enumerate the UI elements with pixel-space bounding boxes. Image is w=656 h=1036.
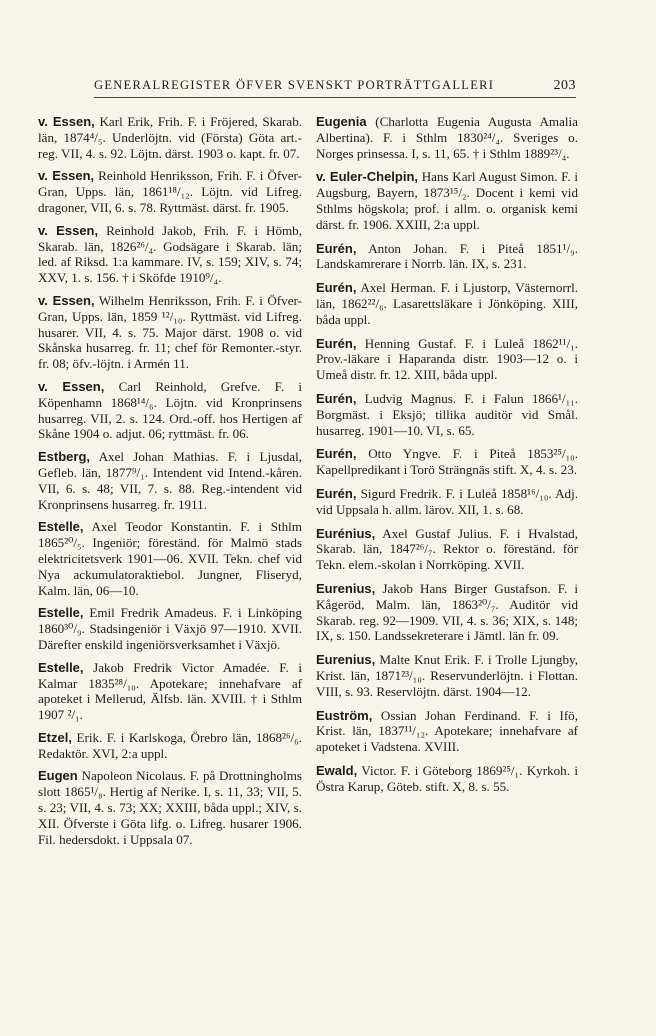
entry-text: Axel Johan Mathias. F. i Ljusdal, Gefleb. län, 1877⁹/₁. Intendent vid Intend.-kåren. VII, 6. s. 48; VII, 7. s. 88. Reg.-intendent vid Kronprinsens husarreg. fr. 1911. <box>38 449 302 512</box>
entry-name: Ewald, <box>316 762 358 778</box>
entry-text: Victor. F. i Göteborg 1869²⁵/₁. Kyrkoh. i Östra Karup, Göteb. stift. X, 8. s. 55. <box>316 762 578 794</box>
page-number: 203 <box>553 78 576 93</box>
entry-name: Eurén, <box>316 446 357 462</box>
entry-name: v. Euler-Chelpin, <box>316 169 419 185</box>
entry-text: Sigurd Fredrik. F. i Luleå 1858¹⁶/₁₀. Adj. vid Uppsala h. allm. lärov. XII, 1. s. 68. <box>316 485 578 517</box>
entry-name: Eurenius, <box>316 652 376 668</box>
entry-name: v. Essen, <box>38 114 95 129</box>
entry-text: Ossian Johan Ferdinand. F. i Ifö, Krist. län, 1837¹¹/₁₂. Apotekare; innehafvare af apoteket i Vadstena. XVIII. <box>316 707 579 755</box>
entry-name: Eugen <box>38 768 78 784</box>
entry-name: v. Essen, <box>38 222 99 238</box>
register-entry <box>316 169 578 232</box>
entry-text: Axel Herman. F. i Ljustorp, Västernorrl. län, 1862²²/₆. Lasarettsläkare i Jönköping. XIII, båda uppl. <box>316 280 578 327</box>
entry-text: Malte Knut Erik. F. i Trolle Ljungby, Krist. län, 1871²³/₁₀. Reservunderlöjtn. i Flottan. VIII, s. 93. Reservlöjtn. därst. 1904—12. <box>316 652 578 699</box>
entry-name: Euström, <box>316 707 373 723</box>
register-entry <box>38 168 302 215</box>
register-entry <box>38 223 302 286</box>
entry-text: Jakob Fredrik Victor Amadée. F. i Kalmar 1835²⁸/₁₀. Apotekare; innehafvare af apoteket i Mellerud, Älfsb. län. XVIII. † i Sthlm 1907 ²/₁. <box>38 659 302 723</box>
entry-text: Anton Johan. F. i Piteå 1851¹/₉. Landskamrerare i Norrb. län. IX, s. 231. <box>316 240 578 272</box>
register-entry <box>316 763 578 795</box>
left-column <box>38 114 302 854</box>
entry-text: Reinhold Jakob, Frih. F. i Hömb, Skarab. län, 1826²⁶/₄. Godsägare i Skarab. län; led. af Riksd. 1:a kammare. IV, s. 159; XIV, s. 74; XXV, 1. s. 156. † i Sköfde 1910⁹/₄. <box>38 222 302 286</box>
register-entry <box>316 652 578 699</box>
register-entry <box>316 336 578 383</box>
entry-name: v. Essen, <box>38 168 95 184</box>
entry-text: Napoleon Nicolaus. F. på Drottningholms slott 1865¹/₈. Hertig af Nerike. I, s. 11, 33; VII, 5. s. 23; VII, 4. s. 73; XX; XXIII, båda uppl.; XIV, s. XII. Öfverste i Göta lifg. o. Lifreg. husarer 1906. Fil. hedersdokt. i Uppsala 07. <box>38 768 302 847</box>
entry-text: Axel Teodor Konstantin. F. i Sthlm 1865²⁰/₅. Ingeniör; föreständ. för Malmö stads elektricitetsverk 1901—06. XVII. Tekn. chef vid Nya ackumulatoraktiebol. Jungner, Fliseryd, Kalm. län, 06—10. <box>38 519 302 598</box>
register-entry <box>316 708 578 755</box>
register-entry <box>38 730 302 762</box>
register-entry <box>38 379 302 442</box>
entry-text: Karl Erik, Frih. F. i Fröjered, Skarab. län, 1874⁴/₅. Underlöjtn. vid (Första) Göta art.-reg. VII, 4. s. 92. Löjtn. därst. 1903 o. kapt. fr. 07. <box>38 114 303 161</box>
entry-text: Otto Yngve. F. i Piteå 1853²⁵/₁₀. Kapellpredikant i Torö Strängnäs stift. X, 4. s. 23. <box>316 446 578 478</box>
header-rule <box>94 97 576 98</box>
register-entry <box>316 280 578 327</box>
register-entry <box>38 768 302 847</box>
entry-text: Emil Fredrik Amadeus. F. i Linköping 1860³⁰/₉. Stadsingeniör i Växjö 97—1910. XVII. Därefter enskild ingeniörsverksamhet i Växjö. <box>38 605 302 652</box>
entry-name: Eurén, <box>316 485 357 501</box>
entry-text: Ludvig Magnus. F. i Falun 1866¹/₁₁. Borgmäst. i Eksjö; tillika auditör vid Smål. husarreg. 1901—10. VI, s. 65. <box>316 390 578 438</box>
register-entry <box>38 114 302 161</box>
entry-text: Reinhold Henriksson, Frih. F. i Öfver-Gran, Upps. län, 1861¹⁸/₁₂. Löjtn. vid Lifreg. dragoner, VII, 6. s. 78. Ryttmäst. därst. fr. 1905. <box>38 168 302 215</box>
entry-name: Estelle, <box>38 659 84 675</box>
register-entry <box>38 293 302 372</box>
register-entry <box>316 581 578 644</box>
register-entry <box>38 660 302 723</box>
entry-text: Axel Gustaf Julius. F. i Hvalstad, Skarab. län, 1847²⁶/₇. Rektor o. föreständ. för Tekn. elem.-skolan i Norrköping. XVII. <box>316 525 578 573</box>
entry-text: Carl Reinhold, Grefve. F. i Köpenhamn 1868¹⁴/₆. Löjtn. vid Kronprinsens husarreg. VII, 2. s. 124. Ord.-off. hos Hertigen af Skåne 1904 o. adjut. 06; ryttmäst. fr. 06. <box>38 378 302 442</box>
register-entry <box>316 114 578 161</box>
entry-name: Etzel, <box>38 729 72 745</box>
entry-name: Eugenia <box>316 114 367 129</box>
entry-name: Eurénius, <box>316 525 376 541</box>
header-title: GENERALREGISTER ÖFVER SVENSKT PORTRÄTTGALLERI <box>94 78 495 92</box>
register-entry <box>38 449 302 512</box>
entry-name: Eurén, <box>316 335 357 351</box>
entry-name: Eurén, <box>316 240 357 256</box>
entry-name: Estberg, <box>38 449 91 465</box>
entry-text: (Charlotta Eugenia Augusta Amalia Albertina). F. i Sthlm 1830²⁴/₄. Sveriges o. Norges prinsessa. I, s. 11, 65. † i Sthlm 1889²³/₄. <box>316 114 578 161</box>
entry-name: Eurén, <box>316 280 357 296</box>
register-entry <box>316 446 578 478</box>
entry-name: Estelle, <box>38 605 84 621</box>
register-entry <box>316 391 578 438</box>
entry-name: Eurenius, <box>316 580 376 596</box>
entry-name: Estelle, <box>38 519 84 535</box>
register-entry <box>38 519 302 598</box>
register-entry <box>316 526 578 573</box>
entry-text: Erik. F. i Karlskoga, Örebro län, 1868²⁶/₆. Redaktör. XVI, 2:a uppl. <box>38 729 302 761</box>
right-column <box>316 114 578 802</box>
register-entry <box>316 486 578 518</box>
register-entry <box>38 605 302 652</box>
entry-name: v. Essen, <box>38 292 95 308</box>
entry-text: Hans Karl August Simon. F. i Augsburg, Bayern, 1873¹⁵/₂. Docent i kemi vid Sthlms högskola; prof. i allm. o. organisk kemi därst. fr. 1906. XXIII, 2:a uppl. <box>316 169 578 232</box>
register-entry <box>316 241 578 273</box>
entry-text: Wilhelm Henriksson, Frih. F. i Öfver-Gran, Upps. län, 1859 ¹²/₁₀. Ryttmäst. vid Lifreg. husarer. VII, 4. s. 75. Major därst. 1908 o. vid Skånska husarreg. fr. 11; chef för Remonter.-styr. fr. 08; öfv.-löjtn. i Armén 11. <box>38 292 302 372</box>
entry-text: Henning Gustaf. F. i Luleå 1862¹¹/₁. Prov.-läkare i Haparanda distr. 1903—12 o. i Umeå distr. fr. 12. XIII, båda uppl. <box>316 335 578 383</box>
entry-name: Eurén, <box>316 390 357 406</box>
entry-name: v. Essen, <box>38 378 105 394</box>
entry-text: Jakob Hans Birger Gustafson. F. i Kågeröd, Malm. län, 1863²⁰/₇. Auditör vid Skarab. reg. 92—1909. VII, 4. s. 36; XIX, s. 148; IX, s. 150. Landssekreterare i Jämtl. län fr. 09. <box>316 580 578 644</box>
running-header <box>94 78 576 94</box>
